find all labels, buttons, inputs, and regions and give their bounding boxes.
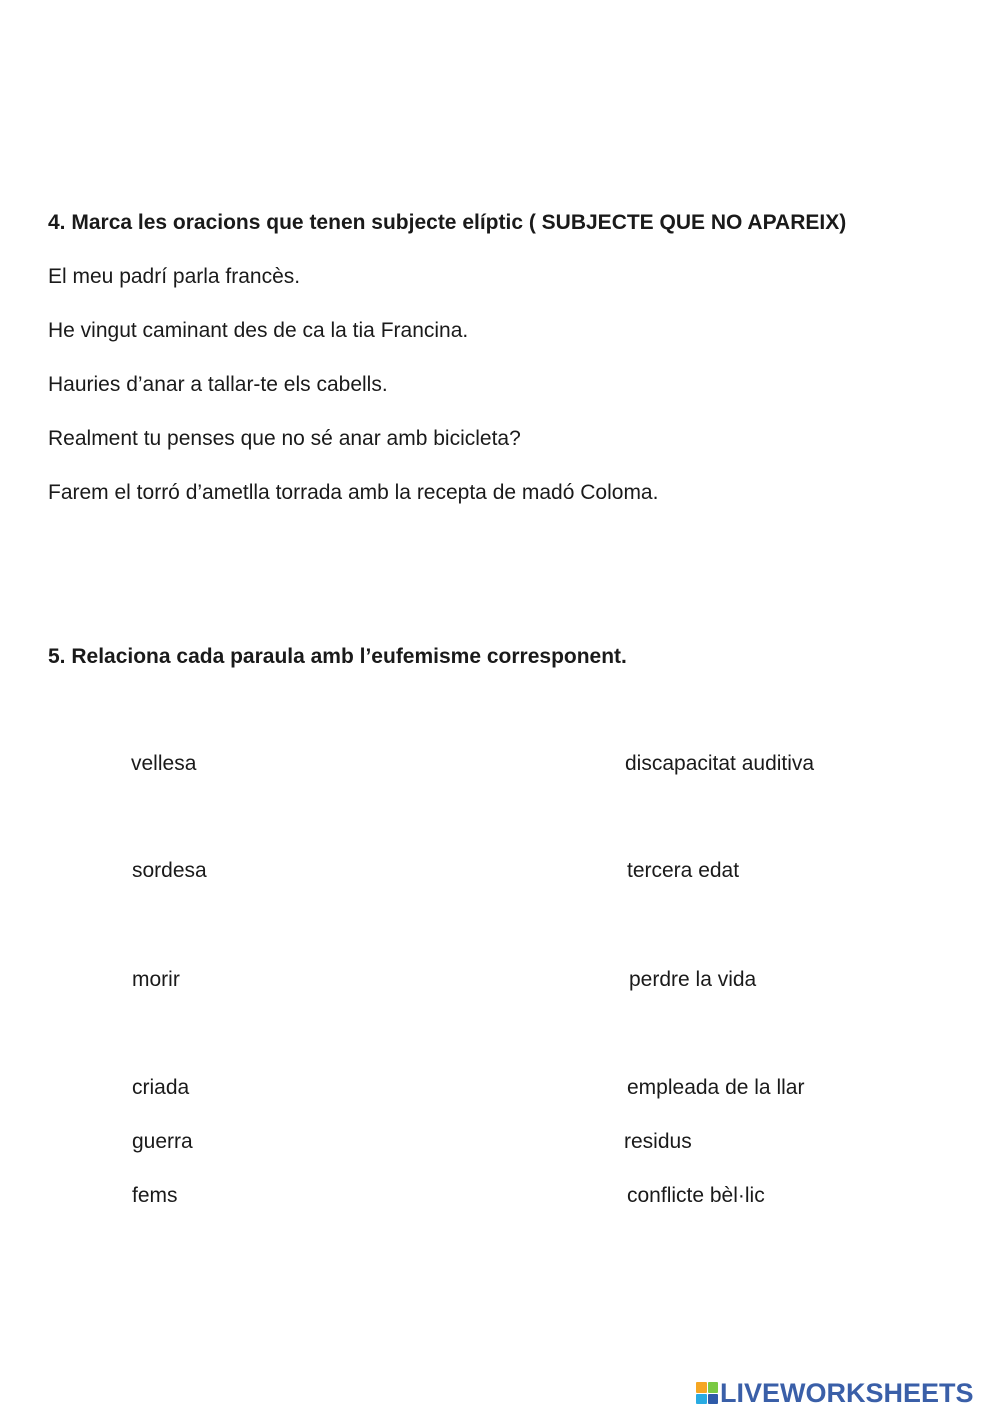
exercise-4-sentence[interactable]: Realment tu penses que no sé anar amb bicicleta? (48, 427, 521, 450)
match-word[interactable]: morir (132, 968, 180, 991)
logo-mark-square (696, 1382, 707, 1393)
logo-mark-square (708, 1382, 719, 1393)
match-word[interactable]: criada (132, 1076, 190, 1099)
match-word[interactable]: guerra (132, 1130, 193, 1153)
exercise-4-sentence[interactable]: Farem el torró d’ametlla torrada amb la recepta de madó Coloma. (48, 481, 659, 504)
match-euphemism[interactable]: conflicte bèl·lic (627, 1184, 765, 1207)
match-euphemism[interactable]: residus (624, 1130, 692, 1153)
match-word[interactable]: vellesa (131, 752, 197, 775)
match-euphemism[interactable]: discapacitat auditiva (625, 752, 815, 775)
exercise-5-title: 5. Relaciona cada paraula amb l’eufemisme corresponent. (48, 645, 627, 668)
exercise-4-sentence[interactable]: El meu padrí parla francès. (48, 265, 301, 288)
logo-mark-square (708, 1394, 719, 1405)
liveworksheets-logo (696, 1380, 974, 1406)
match-word[interactable]: sordesa (132, 859, 207, 882)
match-euphemism[interactable]: tercera edat (627, 859, 740, 882)
logo-text: LIVEWORKSHEETS (720, 1378, 974, 1408)
match-euphemism[interactable]: empleada de la llar (627, 1076, 805, 1099)
exercise-4-title: 4. Marca les oracions que tenen subjecte elíptic ( SUBJECTE QUE NO APAREIX) (48, 211, 847, 234)
exercise-4-sentence[interactable]: Hauries d’anar a tallar-te els cabells. (48, 373, 388, 396)
exercise-4-sentence[interactable]: He vingut caminant des de ca la tia Francina. (48, 319, 469, 342)
match-word[interactable]: fems (132, 1184, 178, 1207)
logo-mark-icon (696, 1382, 718, 1404)
logo-mark-square (696, 1394, 707, 1405)
match-euphemism[interactable]: perdre la vida (629, 968, 757, 991)
